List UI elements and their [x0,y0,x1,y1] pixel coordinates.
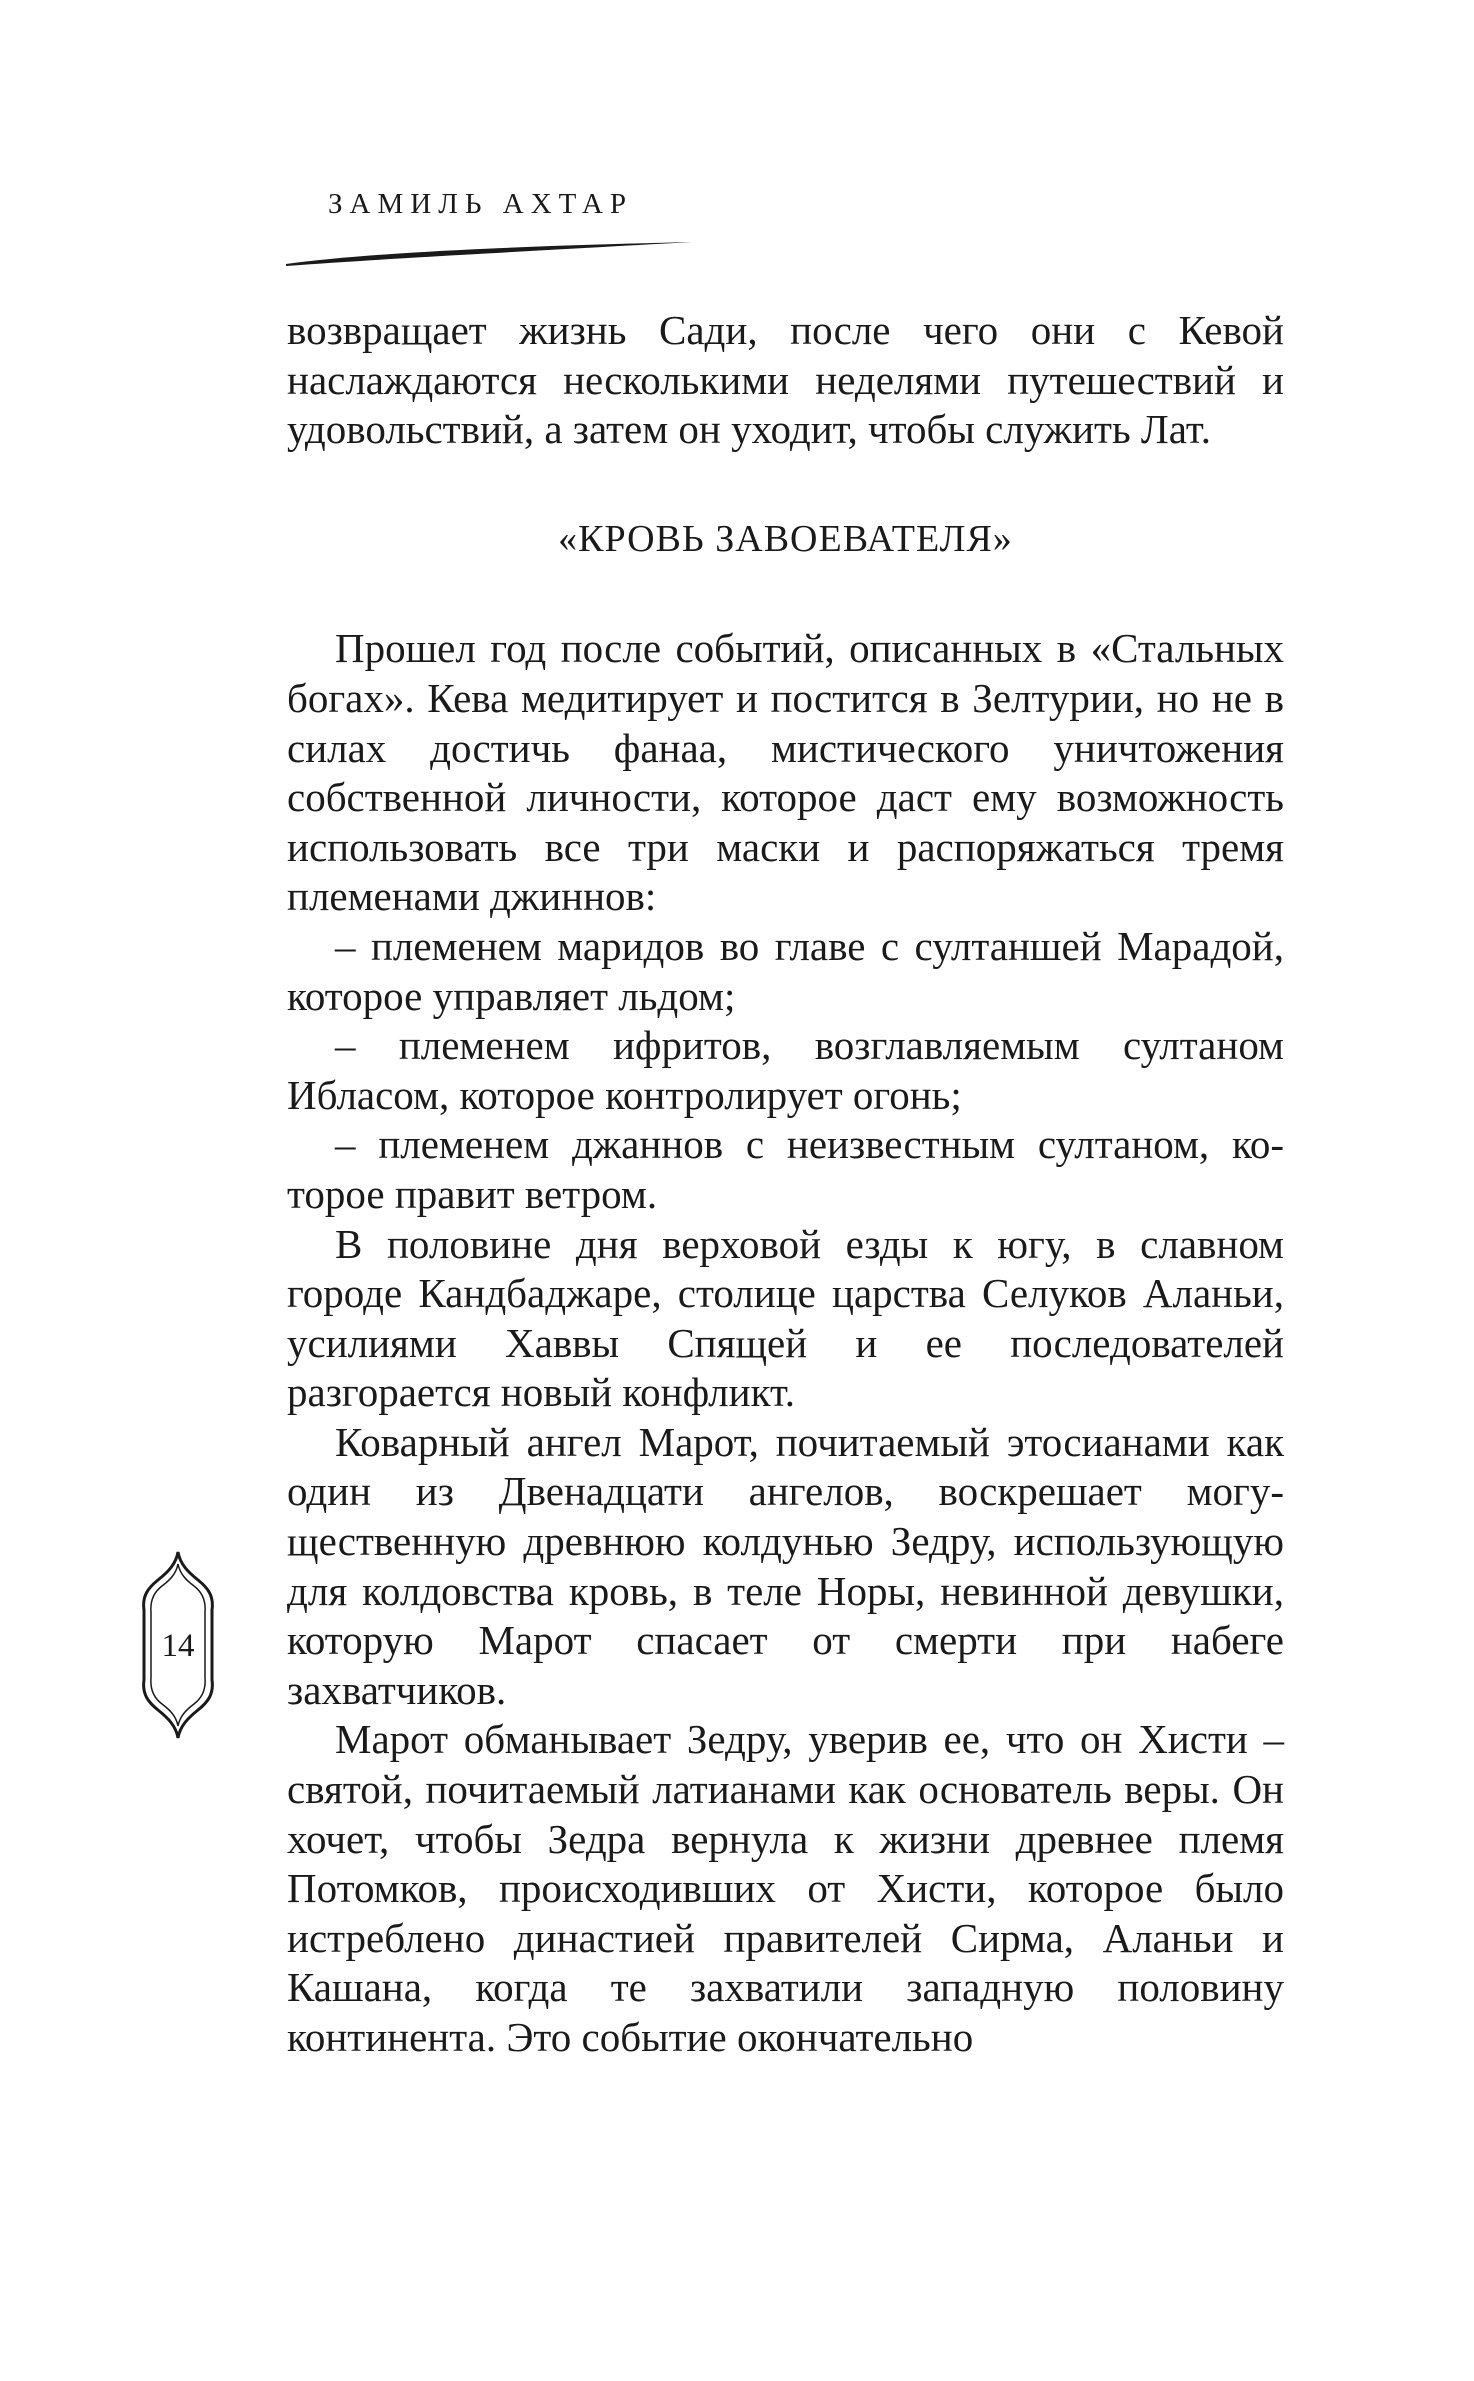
paragraph: Марот обманывает Зедру, уверив ее, что он Хисти – святой, почитаемый латианами как основатель веры. Он хочет, чтобы Зедра вернула к жизни древнее племя Потомков, происходивших от Хисти, которое было истреблено династией правителей Сирма, Аланьи и Кашана, когда те захватили западную половину континента. Это событие окончательно [287,1716,1284,2060]
running-head-author: ЗАМИЛЬ АХТАР [328,188,633,220]
page-number: 14 [161,1628,195,1664]
list-item: – племенем джаннов с неизвестным султаном, которое правит ветром. [287,1121,1284,1217]
list-item: – племенем ифритов, возглавляемым султаном Ибласом, которое контролирует огонь; [287,1022,1284,1118]
paragraph-continued: возвращает жизнь Сади, после чего они с Кевой наслаждаются несколькими неделями путешествий и удовольствий, а затем он уходит, чтобы служить Лат. [287,307,1284,453]
chapter-title: «КРОВЬ ЗАВОЕВАТЕЛЯ» [558,517,1013,560]
page-number-ornament [136,1550,220,1740]
header-rule [284,238,694,268]
list-item: – племенем маридов во главе с султаншей Марадой, которое управляет льдом; [287,922,1284,1019]
main-text [287,306,1284,2063]
paragraph: Коварный ангел Марот, почитаемый этосианами как один из Двенадцати ангелов, воскрешает могущественную древнюю колдунью Зедру, использующую для колдовства кровь, в теле Норы, невинной девушки, которую Марот спасает от смерти при набеге захватчиков. [287,1418,1284,1713]
paragraph: В половине дня верховой езды к югу, в славном городе Кандбаджаре, столице царства Селуков Аланьи, усилиями Хаввы Спящей и ее последователей разгорается новый конфликт. [287,1220,1284,1416]
paragraph: Прошел год после событий, описанных в «Стальных богах». Кева медитирует и постится в Зелтурии, но не в силах достичь фанаа, мистического уничтожения собственной личности, которое даст ему возможность использовать все три маски и распоряжаться тремя племенами джиннов: [287,625,1284,920]
